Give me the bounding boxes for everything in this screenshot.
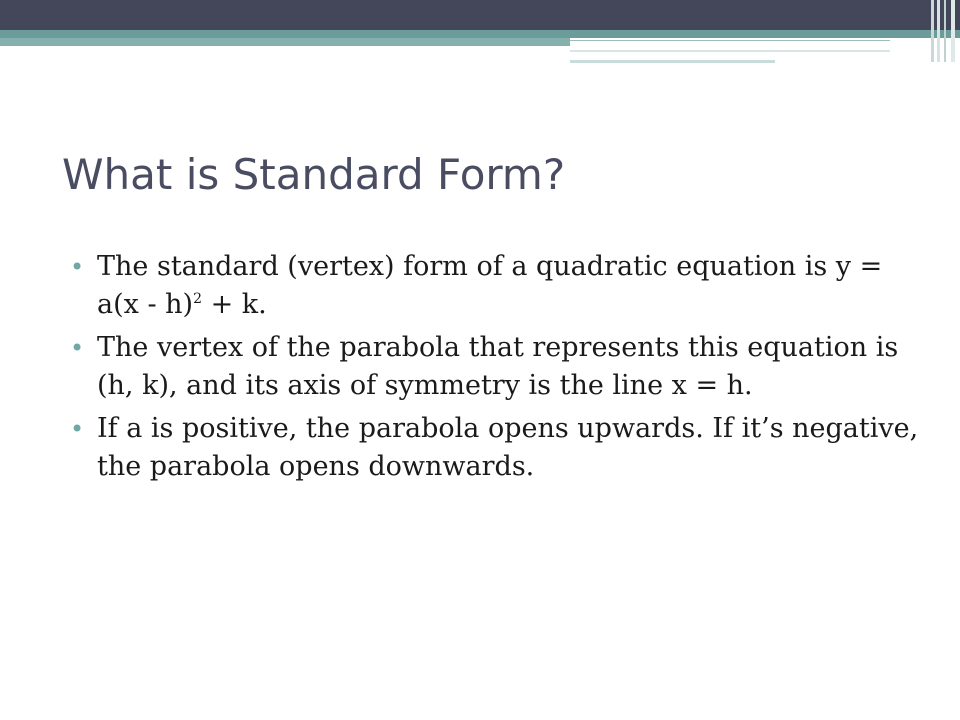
header-decor-line <box>570 60 775 63</box>
bullet-item <box>70 410 920 486</box>
exponent: 2 <box>193 291 202 307</box>
bullet-dot-icon: • <box>70 334 85 362</box>
bullet-list <box>70 248 920 491</box>
bullet-item <box>70 329 920 405</box>
header-accent-stripe <box>0 30 960 38</box>
header-decor-vertical-bar <box>931 0 934 62</box>
bullet-text: The standard (vertex) form of a quadratic equation is y = a(x - h) <box>97 251 883 320</box>
bullet-text: If a is positive, the parabola opens upwards. If it’s negative, the parabola opens downwards. <box>97 413 919 482</box>
bullet-text-tail: + k. <box>202 289 267 320</box>
header-bar <box>0 0 960 30</box>
bullet-text: The vertex of the parabola that represents this equation is (h, k), and its axis of symmetry is the line x = h. <box>97 332 899 401</box>
bullet-dot-icon: • <box>70 253 85 281</box>
header-decor-vertical-bar <box>937 0 940 62</box>
slide-title: What is Standard Form? <box>62 150 566 199</box>
header-accent-stripe-lower <box>0 38 570 46</box>
header-decor-vertical-bar <box>944 0 946 62</box>
header-decor-vertical-bar <box>951 0 955 62</box>
header-decor-line <box>570 50 890 52</box>
bullet-item <box>70 248 920 324</box>
header-decor-line <box>570 40 890 41</box>
bullet-dot-icon: • <box>70 415 85 443</box>
